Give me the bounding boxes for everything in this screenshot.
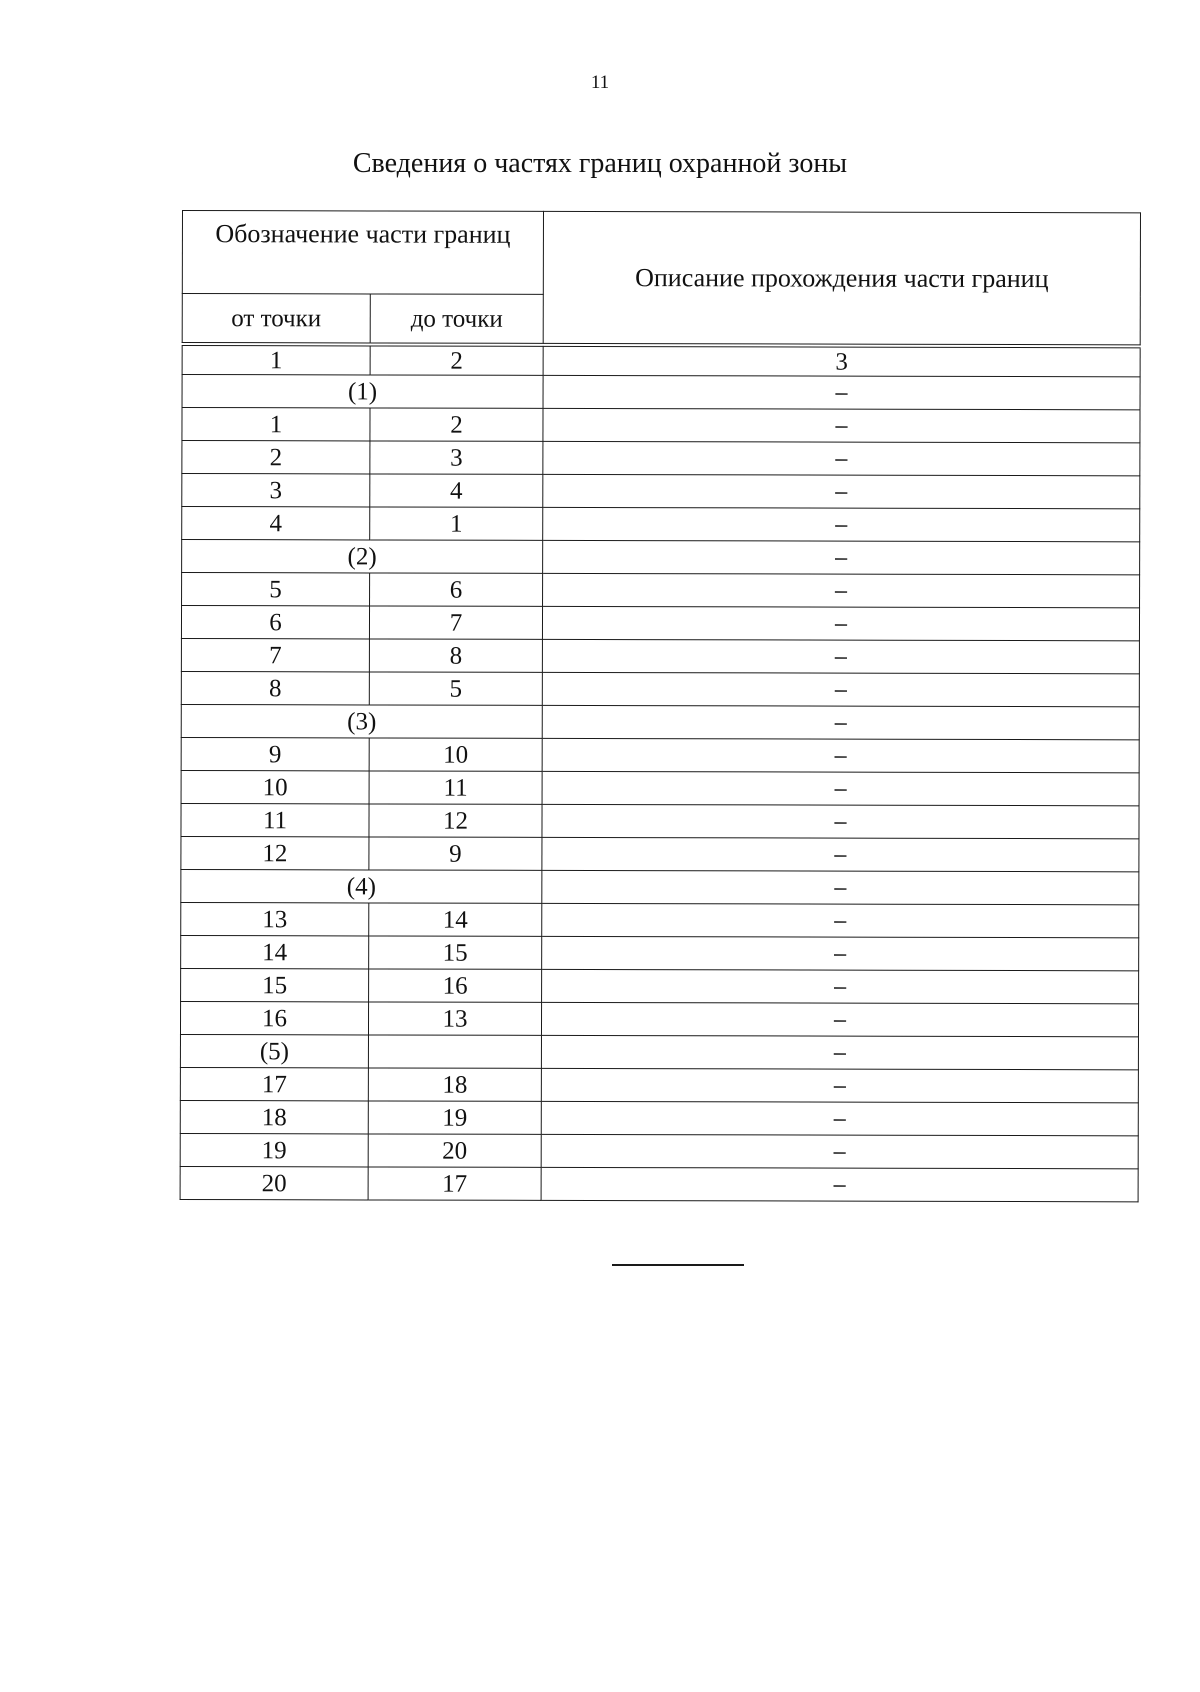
from-point-cell: 16 [180, 1001, 368, 1034]
table-row [182, 507, 1140, 542]
end-of-document-line [612, 1264, 744, 1266]
section-row [182, 375, 1140, 410]
page-title: Сведения о частях границ охранной зоны [352, 148, 848, 179]
header-to-point: до точки [370, 294, 543, 343]
to-point-cell: 12 [369, 804, 542, 837]
description-cell: – [543, 540, 1140, 574]
from-point-cell: 5 [182, 573, 370, 606]
table-row [180, 1067, 1138, 1102]
to-point-cell: 18 [368, 1068, 541, 1101]
from-point-cell: (5) [180, 1034, 368, 1067]
to-point-cell: 17 [368, 1167, 541, 1200]
to-point-cell: 13 [368, 1002, 541, 1035]
table-row [182, 474, 1140, 509]
to-point-cell: 4 [370, 474, 543, 507]
table-row [180, 1034, 1138, 1069]
description-cell: – [541, 1167, 1138, 1201]
table-body [180, 211, 1140, 1202]
from-point-cell: 1 [182, 408, 370, 441]
description-cell: – [543, 507, 1140, 541]
from-point-cell: 7 [181, 638, 369, 671]
column-number-1: 1 [182, 346, 370, 375]
to-point-cell: 9 [369, 837, 542, 870]
column-number-2: 2 [370, 346, 543, 375]
from-point-cell: 18 [180, 1100, 368, 1133]
header-boundary-designation: Обозначение части границ [182, 211, 543, 295]
from-point-cell: 4 [182, 507, 370, 540]
from-point-cell: 20 [180, 1166, 368, 1199]
from-point-cell: 19 [180, 1133, 368, 1166]
to-point-cell: 19 [368, 1101, 541, 1134]
from-point-cell: 10 [181, 770, 369, 803]
to-point-cell: 8 [369, 639, 542, 672]
column-number-row [182, 346, 1140, 377]
description-cell: – [543, 573, 1140, 607]
from-point-cell: 3 [182, 474, 370, 507]
description-cell: – [542, 936, 1139, 970]
section-row [182, 540, 1140, 575]
section-label: (2) [182, 540, 543, 574]
from-point-cell: 14 [181, 935, 369, 968]
table-row [182, 573, 1140, 608]
description-cell: – [542, 606, 1139, 640]
from-point-cell: 9 [181, 737, 369, 770]
to-point-cell: 3 [370, 441, 543, 474]
description-cell: – [542, 639, 1139, 673]
from-point-cell: 11 [181, 803, 369, 836]
table-row [180, 1001, 1138, 1036]
description-cell: – [541, 1002, 1138, 1036]
to-point-cell: 20 [368, 1134, 541, 1167]
to-point-cell: 7 [369, 606, 542, 639]
description-cell: – [542, 903, 1139, 937]
to-point-cell [368, 1035, 541, 1068]
from-point-cell: 13 [181, 902, 369, 935]
table-row [181, 638, 1139, 673]
description-cell: – [542, 804, 1139, 838]
table-row [182, 408, 1140, 443]
from-point-cell: 12 [181, 836, 369, 869]
to-point-cell: 2 [370, 408, 543, 441]
to-point-cell: 1 [370, 507, 543, 540]
description-cell: – [541, 1134, 1138, 1168]
header-boundary-description: Описание прохождения части границ [543, 211, 1140, 344]
to-point-cell: 16 [369, 969, 542, 1002]
table-row [181, 606, 1139, 641]
from-point-cell: 17 [180, 1067, 368, 1100]
boundary-parts-table-wrapper [180, 210, 1140, 1202]
from-point-cell: 15 [181, 968, 369, 1001]
section-row [181, 869, 1139, 904]
to-point-cell: 5 [369, 672, 542, 705]
description-cell: – [541, 1035, 1138, 1069]
description-cell: – [543, 474, 1140, 508]
table-row [181, 770, 1139, 805]
to-point-cell: 10 [369, 738, 542, 771]
table-row [181, 671, 1139, 706]
description-cell: – [543, 408, 1140, 442]
table-row [180, 1166, 1138, 1201]
description-cell: – [541, 1101, 1138, 1135]
table-row [181, 902, 1139, 937]
description-cell: – [543, 375, 1140, 409]
to-point-cell: 11 [369, 771, 542, 804]
table-row [181, 968, 1139, 1003]
header-row [182, 211, 1140, 296]
to-point-cell: 15 [369, 936, 542, 969]
table-row [180, 1133, 1138, 1168]
description-cell: – [542, 705, 1139, 739]
to-point-cell: 14 [369, 903, 542, 936]
table-row [180, 1100, 1138, 1135]
section-label: (3) [181, 704, 542, 738]
from-point-cell: 2 [182, 441, 370, 474]
table-row [182, 441, 1140, 476]
section-label: (1) [182, 375, 543, 409]
boundary-parts-table [180, 210, 1141, 1202]
from-point-cell: 6 [181, 606, 369, 639]
table-row [181, 836, 1139, 871]
description-cell: – [542, 738, 1139, 772]
description-cell: – [543, 441, 1140, 475]
table-row [181, 803, 1139, 838]
section-row [181, 704, 1139, 739]
description-cell: – [542, 771, 1139, 805]
description-cell: – [541, 1068, 1138, 1102]
description-cell: – [542, 672, 1139, 706]
header-from-point: от точки [182, 294, 370, 343]
description-cell: – [542, 969, 1139, 1003]
description-cell: – [542, 870, 1139, 904]
from-point-cell: 8 [181, 671, 369, 704]
section-label: (4) [181, 869, 542, 903]
table-row [181, 935, 1139, 970]
description-cell: – [542, 837, 1139, 871]
page-number: 11 [590, 72, 610, 93]
to-point-cell: 6 [370, 573, 543, 606]
table-row [181, 737, 1139, 772]
column-number-3: 3 [543, 346, 1140, 376]
